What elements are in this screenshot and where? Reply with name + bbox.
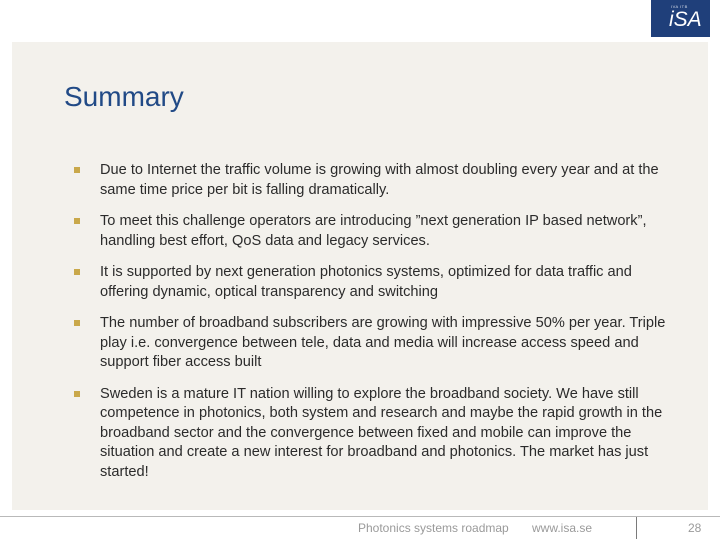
slide-title: Summary — [64, 81, 184, 112]
bullet-text: The number of broadband subscribers are growing with impressive 50% per year. Triple play i.e. convergence between tele, data and media will increase access speed and support fiber access built — [100, 315, 666, 370]
square-bullet-icon — [74, 269, 80, 275]
bullet-text: Due to Internet the traffic volume is growing with almost doubling every year and at the same time price per bit is falling dramatically. — [100, 162, 659, 198]
bullet-list — [74, 161, 674, 494]
square-bullet-icon — [74, 167, 80, 173]
page-number: 28 — [688, 521, 702, 535]
bullet-item — [74, 161, 674, 200]
square-bullet-icon — [74, 320, 80, 326]
bullet-text: To meet this challenge operators are introducing ”next generation IP based network”, handling best effort, QoS data and legacy services. — [100, 213, 647, 249]
footer-title: Photonics systems roadmap — [358, 521, 509, 535]
bullet-item — [74, 263, 674, 302]
bullet-text: It is supported by next generation photonics systems, optimized for data traffic and offering dynamic, optical transparency and switching — [100, 264, 632, 300]
isa-logo — [651, 0, 710, 37]
bullet-item — [74, 314, 674, 373]
logo-main-text: iSA — [669, 8, 702, 31]
footer-divider-line — [0, 516, 720, 517]
logo-small-text: IVA ITB — [671, 4, 688, 9]
footer-vertical-divider — [636, 517, 637, 539]
square-bullet-icon — [74, 218, 80, 224]
footer-url: www.isa.se — [532, 521, 593, 535]
bullet-item — [74, 212, 674, 251]
square-bullet-icon — [74, 391, 80, 397]
bullet-item — [74, 385, 674, 483]
bullet-text: Sweden is a mature IT nation willing to explore the broadband society. We have still competence in photonics, both system and research and maybe the rapid growth in the broadband sector and the convergence between fixed and mobile can improve the situation and create a new interest for broadband and photonics. The market has just started! — [100, 385, 663, 480]
